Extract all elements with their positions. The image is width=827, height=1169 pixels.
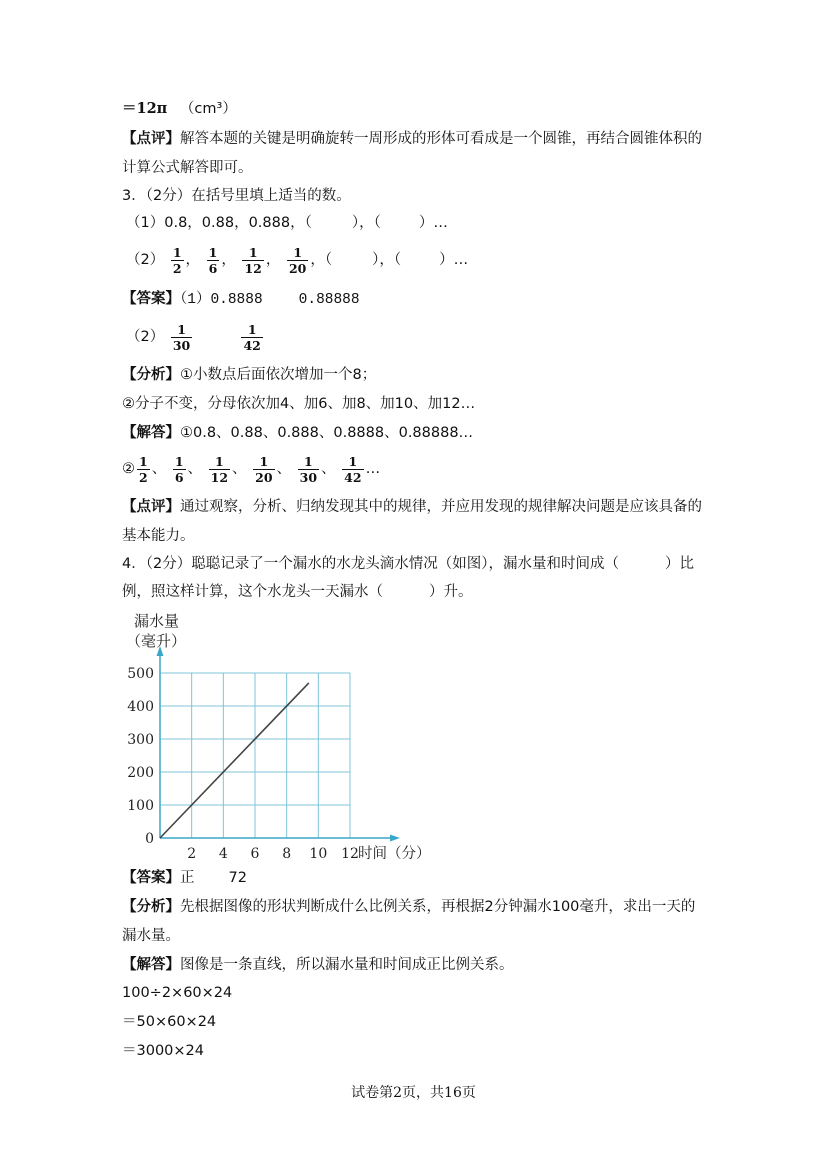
solution-tag: 【解答】	[122, 957, 180, 973]
q3-part-1-end: ）…	[418, 215, 448, 231]
circled-two: ②	[122, 461, 135, 477]
solution-tag: 【解答】	[122, 425, 180, 441]
q4-analysis-line-2: 漏水量。	[122, 928, 180, 944]
answer-tag: 【答案】	[122, 291, 180, 307]
q3-part-2: （2） $\frac{1}{2}$ ， $\frac{1}{6}$ ， $\frac{1}{12}$ ， $\frac{1}{20}$ ，（ ），（ ）…	[126, 244, 469, 276]
y-axis-unit-label: （毫升）	[126, 632, 187, 650]
q2-comment-line-2: 计算公式解答即可。	[122, 160, 253, 176]
answer-part-1b: 0.88888	[298, 292, 360, 308]
q3-part-2-end: ）…	[439, 252, 469, 268]
answer-proportion: 正	[180, 870, 195, 886]
q3-comment-line-2: 基本能力。	[122, 528, 195, 544]
q4-stem-text: 4．（2分）聪聪记录了一个漏水的水龙头滴水情况（如图），漏水量和时间成（	[122, 556, 619, 572]
q3-analysis-line-2: ②分子不变，分母依次加4、加6、加8、加10、加12…	[122, 396, 476, 412]
fraction: $\frac{1}{20}$	[255, 453, 273, 485]
y-axis-label: 漏水量	[134, 612, 180, 630]
ellipsis: …	[365, 461, 381, 477]
leak-volume-chart	[118, 606, 448, 862]
x-tick-label: 12	[341, 846, 359, 862]
q3-comment-line-1	[122, 497, 702, 517]
q3-part-2-sep: ），（	[372, 252, 402, 268]
q3-part-1-label: （1）	[126, 215, 165, 231]
q3-part-1	[126, 213, 448, 233]
volume-result-line	[122, 99, 237, 119]
answer-tag: 【答案】	[122, 870, 180, 886]
q4-analysis-line-1	[122, 897, 695, 917]
q4-answer-line	[122, 868, 247, 888]
q3-solution-line-2: ② $\frac{1}{2}$ 、 $\frac{1}{6}$ 、 $\frac{1}{12}$ 、 $\frac{1}{20}$ 、 $\frac{1}{30}$ 、 $\frac{1}{42}$ …	[122, 453, 381, 485]
x-tick-label: 10	[309, 846, 328, 862]
y-tick-label: 300	[127, 732, 154, 748]
answer-liters: 72	[228, 870, 247, 886]
y-tick-label: 100	[127, 798, 154, 814]
page-footer: 试卷第2页，共16页	[351, 1085, 476, 1101]
fraction: $\frac{1}{2}$	[139, 453, 148, 485]
analysis-tag: 【分析】	[122, 899, 180, 915]
fraction: $\frac{1}{20}$	[288, 244, 307, 276]
q4-stem-text-end: ）升。	[429, 584, 473, 600]
x-axis-label: 时间（分）	[358, 846, 431, 862]
comment-text: 解答本题的关键是明确旋转一周形成的形体可看成是一个圆锥，再结合圆锥体积的	[180, 131, 702, 147]
q3-analysis-line-1	[122, 365, 376, 385]
q4-solution-line	[122, 955, 514, 975]
fraction: $\frac{1}{6}$	[174, 453, 184, 485]
fraction: $\frac{1}{42}$	[344, 453, 362, 485]
x-tick-label: 8	[282, 846, 292, 862]
y-tick-label: 400	[127, 699, 154, 715]
analysis-tag: 【分析】	[122, 367, 180, 383]
calc-line-3: ＝3000×24	[122, 1043, 205, 1059]
fraction: $\frac{1}{30}$	[172, 321, 191, 353]
q3-answer-line-2	[126, 318, 265, 358]
calc-line-2: ＝50×60×24	[122, 1014, 217, 1030]
x-axis-arrow	[390, 835, 400, 842]
solution-text: 图像是一条直线，所以漏水量和时间成正比例关系。	[180, 957, 514, 973]
comment-tag: 【点评】	[122, 131, 180, 147]
y-tick-label: 200	[127, 765, 154, 781]
volume-unit: （cm³）	[179, 101, 237, 117]
open-paren: （	[324, 252, 333, 268]
fraction: $\frac{1}{2}$	[172, 244, 182, 276]
q3-part-1-sep: ），（	[351, 215, 381, 231]
fraction: $\frac{1}{6}$	[208, 244, 218, 276]
volume-expression: ＝12π	[122, 100, 168, 117]
solution-text: ①0.8、0.88、0.888、0.8888、0.88888…	[180, 425, 474, 441]
q2-comment-line-1	[122, 129, 702, 149]
fraction: $\frac{1}{30}$	[299, 453, 318, 485]
q3-part-1-sequence: 0.8，0.88，0.888，（	[164, 215, 312, 231]
answer-part-1: （1）0.8888	[180, 292, 263, 308]
q3-stem: 3．（2分）在括号里填上适当的数。	[122, 188, 351, 204]
q4-stem-line-1	[122, 554, 694, 574]
q4-stem-text-end: ）比	[664, 556, 694, 572]
x-tick-label: 6	[250, 846, 260, 862]
fraction: $\frac{1}{42}$	[243, 321, 261, 353]
q4-stem-line-2	[122, 582, 473, 602]
q4-stem-text: 例，照这样计算，这个水龙头一天漏水（	[122, 584, 383, 600]
comment-text: 通过观察，分析、归纳发现其中的规律，并应用发现的规律解决问题是应该具备的	[180, 499, 702, 515]
q3-part-2-label: （2）	[126, 252, 165, 268]
y-tick-label: 0	[145, 831, 154, 847]
fraction: $\frac{1}{12}$	[210, 453, 229, 485]
analysis-text: 先根据图像的形状判断成什么比例关系，再根据2分钟漏水100毫升，求出一天的	[180, 899, 696, 915]
calc-line-1: 100÷2×60×24	[122, 985, 233, 1001]
q3-answer-line	[122, 289, 360, 310]
fraction: $\frac{1}{12}$	[244, 244, 262, 276]
x-tick-label: 4	[218, 846, 228, 862]
x-tick-label: 2	[187, 846, 197, 862]
analysis-text: ①小数点后面依次增加一个8；	[180, 367, 377, 383]
comment-tag: 【点评】	[122, 499, 180, 515]
y-tick-label: 500	[127, 666, 154, 682]
q3-solution-line-1	[122, 423, 473, 443]
answer-part-2-label: （2）	[126, 329, 165, 345]
